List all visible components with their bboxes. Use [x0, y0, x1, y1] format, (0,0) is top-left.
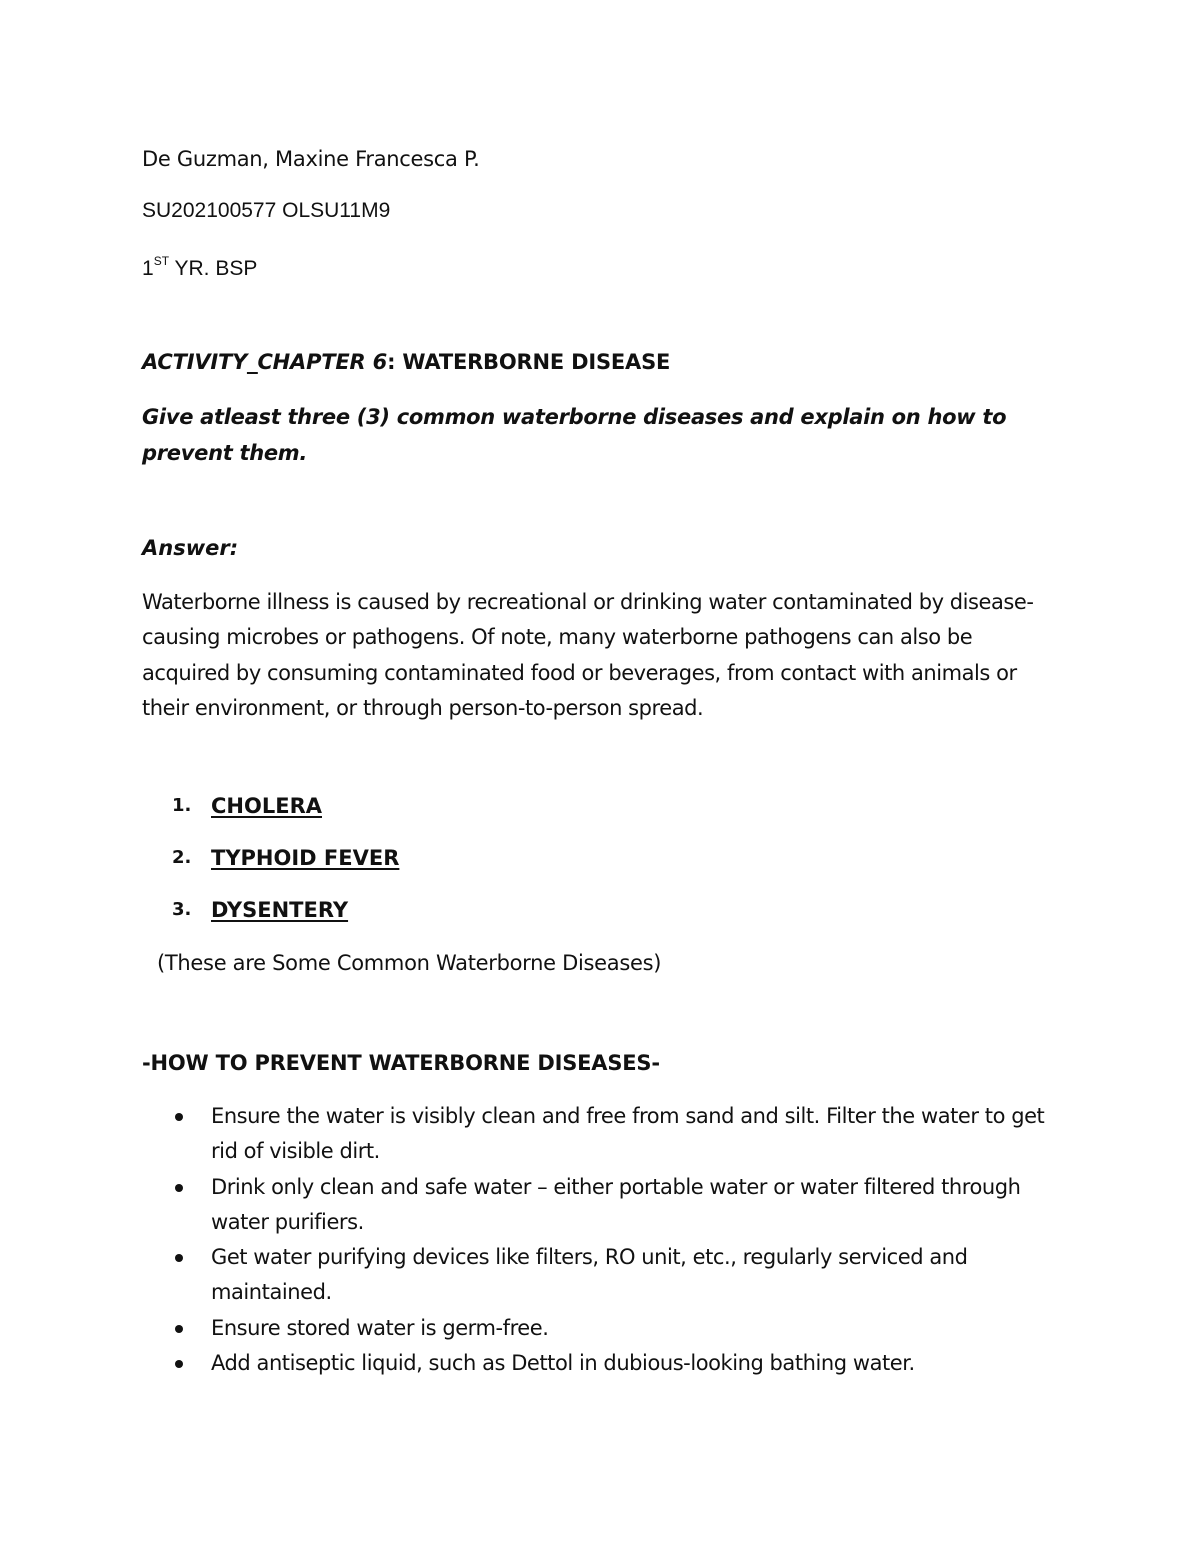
disease-number: 1.: [172, 795, 192, 816]
disease-number: 3.: [172, 899, 192, 920]
student-id: SU202100577 OLSU11M9: [142, 199, 391, 222]
prevention-heading: -HOW TO PREVENT WATERBORNE DISEASES-: [142, 1051, 660, 1075]
bullet-icon: [175, 1113, 183, 1121]
prevention-item-text: Get water purifying devices like filters, RO unit, etc., regularly serviced and maintained.: [211, 1245, 968, 1305]
list-item: [0, 1346, 1061, 1381]
year-number: 1: [142, 257, 154, 280]
prevention-item-text: Drink only clean and safe water – either portable water or water filtered through water purifiers.: [211, 1174, 1021, 1234]
prevention-item-text: Add antiseptic liquid, such as Dettol in dubious-looking bathing water.: [211, 1351, 915, 1376]
year-rest: YR. BSP: [169, 257, 258, 280]
list-item: [0, 1099, 1061, 1170]
answer-paragraph: Waterborne illness is caused by recreational or drinking water contaminated by disease-causing microbes or pathogens. Of note, many waterborne pathogens can also be acquired by consuming contaminated food or beverages, from contact with animals or their environment, or through person-to-person spread.: [142, 590, 1034, 720]
disease-name: TYPHOID FEVER: [211, 846, 400, 870]
activity-title: [142, 350, 670, 374]
disease-name: DYSENTERY: [211, 898, 349, 922]
answer-label: Answer:: [142, 536, 239, 560]
list-item: [0, 1240, 1061, 1311]
student-name: De Guzman, Maxine Francesca P.: [142, 147, 480, 171]
bullet-icon: [175, 1325, 183, 1333]
disease-name: CHOLERA: [211, 794, 322, 818]
bullet-icon: [175, 1184, 183, 1192]
disease-number: 2.: [172, 847, 192, 868]
activity-title-rest: : WATERBORNE DISEASE: [387, 350, 671, 374]
activity-title-italic: ACTIVITY_CHAPTER 6: [142, 350, 388, 374]
prevention-item-text: Ensure the water is visibly clean and free from sand and silt. Filter the water to get rid of visible dirt.: [211, 1104, 1045, 1164]
prevention-item-text: Ensure stored water is germ-free.: [211, 1315, 549, 1340]
diseases-note: (These are Some Common Waterborne Diseases): [157, 951, 662, 975]
bullet-icon: [175, 1360, 183, 1368]
year-level: [142, 250, 257, 282]
bullet-icon: [175, 1254, 183, 1262]
list-item: [0, 1311, 1061, 1346]
list-item: [0, 1170, 1061, 1241]
year-suffix: ST: [153, 254, 170, 268]
activity-question: Give atleast three (3) common waterborne diseases and explain on how to prevent them.: [142, 405, 1007, 465]
prevention-list: [0, 1099, 1100, 1381]
